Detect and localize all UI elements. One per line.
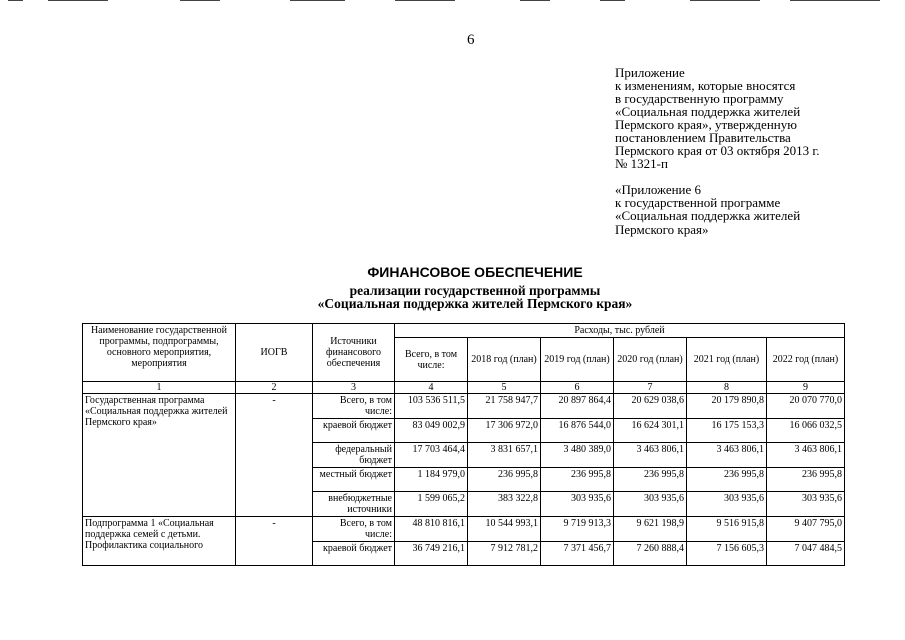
appendix6-line: Пермского края»: [615, 221, 709, 237]
index-cell: 8: [687, 382, 767, 394]
value-cell: 1 184 979,0: [395, 468, 468, 492]
value-cell: 21 758 947,7: [468, 394, 541, 419]
table-row: [83, 394, 845, 419]
column-index-row: [83, 382, 845, 394]
appendix-line: постановлением Правительства: [615, 130, 791, 145]
value-cell: 7 260 888,4: [614, 542, 687, 566]
page-number: 6: [467, 32, 475, 48]
value-cell: 236 995,8: [541, 468, 614, 492]
source-cell: краевой бюджет: [313, 542, 395, 566]
value-cell: 1 599 065,2: [395, 492, 468, 517]
appendix-block: [615, 66, 885, 170]
value-cell: 20 070 770,0: [767, 394, 845, 419]
header-2021: 2021 год (план): [687, 338, 767, 382]
index-cell: 2: [236, 382, 313, 394]
appendix6-line: к государственной программе: [615, 195, 781, 211]
index-cell: 6: [541, 382, 614, 394]
index-cell: 5: [468, 382, 541, 394]
index-cell: 7: [614, 382, 687, 394]
table-row: [83, 517, 845, 542]
value-cell: 303 935,6: [767, 492, 845, 517]
source-cell: краевой бюджет: [313, 419, 395, 443]
index-cell: 3: [313, 382, 395, 394]
value-cell: 236 995,8: [687, 468, 767, 492]
value-cell: 3 831 657,1: [468, 443, 541, 468]
header-name: Наименование государственной программы, подпрограммы, основного мероприятия, мероприятия: [83, 324, 236, 382]
value-cell: 303 935,6: [614, 492, 687, 517]
value-cell: 7 912 781,2: [468, 542, 541, 566]
value-cell: 303 935,6: [687, 492, 767, 517]
value-cell: 9 719 913,3: [541, 517, 614, 542]
header-2018: 2018 год (план): [468, 338, 541, 382]
appendix-line: в государственную программу: [615, 91, 784, 106]
value-cell: 10 544 993,1: [468, 517, 541, 542]
document-title: ФИНАНСОВОЕ ОБЕСПЕЧЕНИЕ: [367, 264, 583, 280]
value-cell: 36 749 216,1: [395, 542, 468, 566]
appendix-line: «Социальная поддержка жителей: [615, 104, 801, 119]
source-cell: Всего, в том числе:: [313, 394, 395, 419]
value-cell: 9 621 198,9: [614, 517, 687, 542]
value-cell: 3 463 806,1: [767, 443, 845, 468]
scan-top-edge: [0, 0, 905, 2]
appendix-line: к изменениям, которые вносятся: [615, 78, 796, 93]
value-cell: 83 049 002,9: [395, 419, 468, 443]
value-cell: 20 897 864,4: [541, 394, 614, 419]
value-cell: 236 995,8: [468, 468, 541, 492]
header-total: Всего, в том числе:: [395, 338, 468, 382]
value-cell: 3 480 389,0: [541, 443, 614, 468]
appendix-line: Пермского края от 03 октября 2013 г.: [615, 143, 820, 158]
header-2020: 2020 год (план): [614, 338, 687, 382]
value-cell: 7 047 484,5: [767, 542, 845, 566]
appendix-line: Приложение: [615, 65, 685, 80]
value-cell: 9 407 795,0: [767, 517, 845, 542]
value-cell: 9 516 915,8: [687, 517, 767, 542]
value-cell: 48 810 816,1: [395, 517, 468, 542]
value-cell: 236 995,8: [767, 468, 845, 492]
value-cell: 7 156 605,3: [687, 542, 767, 566]
value-cell: 383 322,8: [468, 492, 541, 517]
value-cell: 303 935,6: [541, 492, 614, 517]
program-name-cell: Государственная программа «Социальная поддержка жителей Пермского края»: [83, 394, 236, 517]
source-cell: местный бюджет: [313, 468, 395, 492]
value-cell: 16 624 301,1: [614, 419, 687, 443]
appendix6-line: «Социальная поддержка жителей: [615, 208, 801, 224]
value-cell: 16 876 544,0: [541, 419, 614, 443]
source-cell: внебюджетные источники: [313, 492, 395, 517]
appendix6-line: «Приложение 6: [615, 182, 702, 197]
value-cell: 16 175 153,3: [687, 419, 767, 443]
header-2022: 2022 год (план): [767, 338, 845, 382]
value-cell: 17 703 464,4: [395, 443, 468, 468]
index-cell: 4: [395, 382, 468, 394]
value-cell: 3 463 806,1: [687, 443, 767, 468]
header-iogv: ИОГВ: [236, 324, 313, 382]
document-subtitle: реализации государственной программы: [349, 283, 601, 298]
iogv-cell: -: [236, 517, 313, 566]
source-cell: федеральный бюджет: [313, 443, 395, 468]
header-sources: Источники финансового обеспечения: [313, 324, 395, 382]
index-cell: 9: [767, 382, 845, 394]
value-cell: 103 536 511,5: [395, 394, 468, 419]
appendix-line: № 1321-п: [615, 156, 668, 171]
subprogram-name-cell: Подпрограмма 1 «Социальная поддержка семей с детьми. Профилактика социального: [83, 517, 236, 566]
program-name-title: «Социальная поддержка жителей Пермского края»: [317, 296, 633, 311]
value-cell: 20 179 890,8: [687, 394, 767, 419]
financing-table: [82, 323, 845, 566]
value-cell: 236 995,8: [614, 468, 687, 492]
value-cell: 3 463 806,1: [614, 443, 687, 468]
value-cell: 17 306 972,0: [468, 419, 541, 443]
value-cell: 16 066 032,5: [767, 419, 845, 443]
iogv-cell: -: [236, 394, 313, 517]
header-expenses: Расходы, тыс. рублей: [395, 324, 845, 338]
value-cell: 7 371 456,7: [541, 542, 614, 566]
source-cell: Всего, в том числе:: [313, 517, 395, 542]
value-cell: 20 629 038,6: [614, 394, 687, 419]
index-cell: 1: [83, 382, 236, 394]
header-2019: 2019 год (план): [541, 338, 614, 382]
appendix6-block: [615, 183, 885, 236]
appendix-line: Пермского края», утвержденную: [615, 117, 797, 132]
